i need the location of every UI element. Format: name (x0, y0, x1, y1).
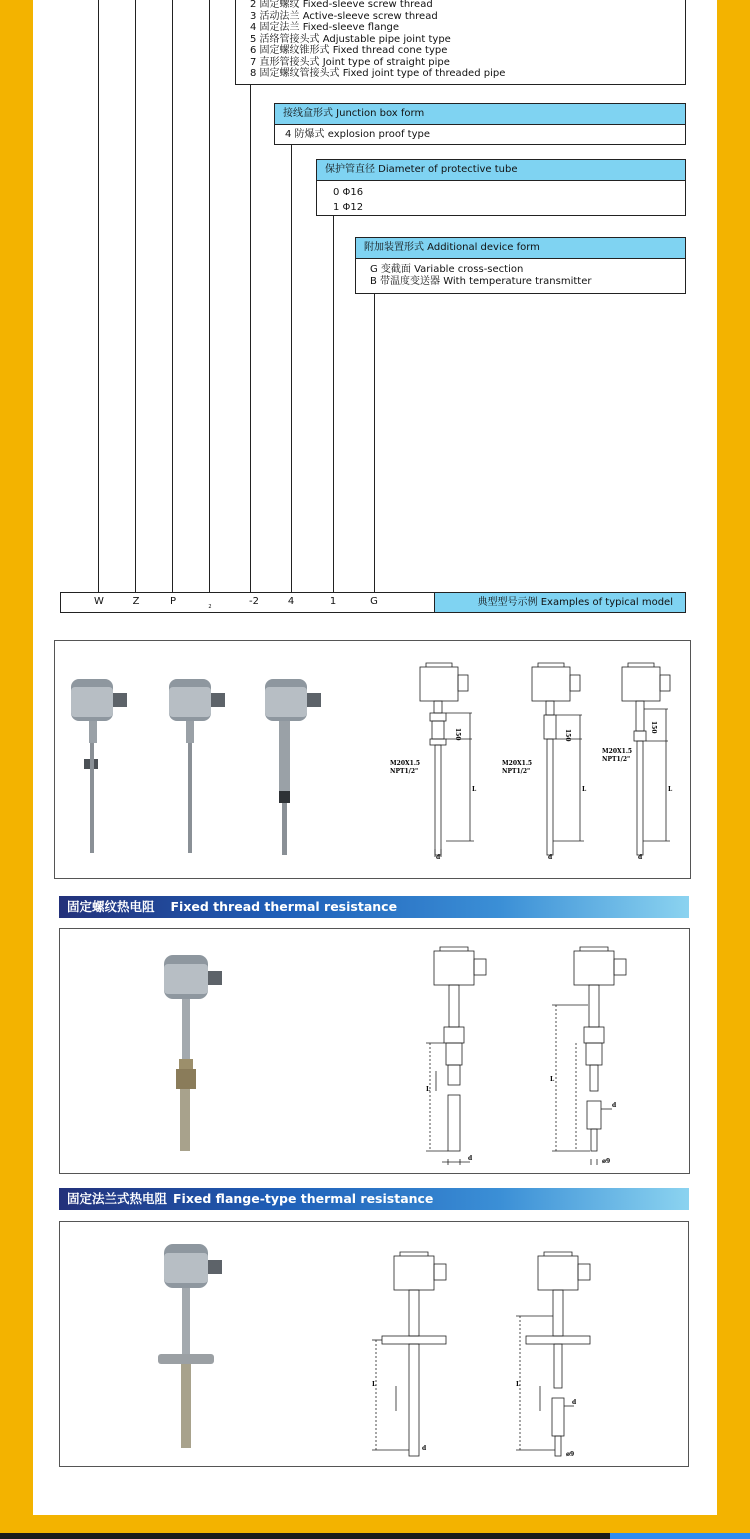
model-code: Z (132, 596, 140, 607)
fixing-item: 6 固定螺纹锥形式 Fixed thread cone type (250, 45, 448, 56)
fixing-item: 2 固定螺纹 Fixed-sleeve screw thread (250, 0, 433, 10)
sensor-photo-threaded (67, 675, 137, 860)
dim-L: L (472, 786, 477, 793)
dim-L: L (582, 786, 587, 793)
model-code: -2 (249, 596, 259, 607)
leader-line (291, 145, 292, 592)
leader-line (333, 216, 334, 592)
dim-L: L (426, 1086, 431, 1093)
drawing-straight-joint (502, 661, 592, 861)
leader-line (172, 0, 173, 592)
additional-item: B 带温度变送器 With temperature transmitter (370, 275, 592, 287)
junction-box-form (274, 103, 686, 145)
dim-d: d (422, 1445, 427, 1452)
sensor-photo-fixed-flange (156, 1240, 246, 1455)
dim-d: d (572, 1399, 577, 1406)
drawing-cone (600, 661, 690, 861)
sensor-photo-straight (167, 675, 237, 860)
leader-line (135, 0, 136, 592)
dim-150: 150 (564, 729, 571, 742)
tube-diameter-title: 保护管直径 Diameter of protective tube (317, 160, 685, 181)
tube-diameter-box (316, 159, 686, 216)
drawing-fixed-flange-b (516, 1236, 626, 1461)
dim-L: L (550, 1076, 555, 1083)
diameter-item: 1 Φ12 (333, 202, 364, 213)
section-title-cn: 固定螺纹热电阻 (67, 899, 155, 914)
fixing-item: 4 固定法兰 Fixed-sleeve flange (250, 22, 400, 33)
product-panel-fixed-flange (59, 1221, 689, 1467)
diameter-item: 0 Φ16 (333, 187, 364, 198)
sensor-photo-cone (263, 675, 333, 860)
dim-npt: NPT1/2" (502, 768, 531, 775)
dim-L: L (668, 786, 673, 793)
dim-d: d (468, 1155, 473, 1162)
additional-item: G 变截面 Variable cross-section (370, 264, 524, 275)
model-code: G (370, 596, 378, 607)
additional-device-box (355, 237, 686, 294)
product-panel-fixed-thread (59, 928, 690, 1174)
section-banner-fixed-flange (59, 1188, 689, 1210)
dim-d: d (548, 854, 553, 861)
drawing-fixed-thread-b (546, 941, 656, 1166)
bottom-bar-accent (610, 1533, 750, 1539)
dim-d9: ø9 (602, 1158, 611, 1165)
model-example-label-cell (434, 592, 686, 613)
dim-thread: M20X1.5 (502, 760, 533, 767)
dim-d: d (638, 854, 643, 861)
leader-line (98, 0, 99, 592)
fixing-item: 8 固定螺纹管接头式 Fixed joint type of threaded pipe (250, 68, 506, 79)
fixing-item: 7 直形管接头式 Joint type of straight pipe (250, 56, 450, 68)
leader-line (374, 294, 375, 592)
section-title-en: Fixed flange-type thermal resistance (173, 1191, 434, 1206)
model-example-label: 典型型号示例 Examples of typical model (477, 597, 673, 608)
sensor-photo-fixed-thread (160, 951, 240, 1161)
section-banner-fixed-thread (59, 896, 689, 918)
section-title-en: Fixed thread thermal resistance (170, 899, 398, 914)
junction-box-title: 接线盒形式 Junction box form (275, 104, 685, 125)
dim-150: 150 (650, 721, 657, 734)
model-code: 1 (329, 596, 337, 607)
model-code: 4 (287, 596, 295, 607)
dim-thread: M20X1.5 (390, 760, 421, 767)
leader-line (250, 85, 251, 592)
dim-npt: NPT1/2" (602, 756, 631, 763)
dim-d: d (436, 854, 441, 861)
leader-line (209, 0, 210, 592)
model-code: P (169, 596, 177, 607)
fixing-item: 5 活络管接头式 Adjustable pipe joint type (250, 33, 451, 45)
additional-device-title: 附加装置形式 Additional device form (356, 238, 685, 259)
fixing-type-box (235, 0, 686, 85)
dim-L: L (516, 1381, 521, 1388)
dim-d9: ø9 (566, 1451, 575, 1458)
drawing-fixed-thread-a (406, 941, 516, 1166)
dim-L: L (372, 1381, 377, 1388)
drawing-fixed-flange-a (372, 1236, 482, 1461)
junction-item: 4 防爆式 explosion proof type (285, 129, 430, 140)
dim-thread: M20X1.5 (602, 748, 633, 755)
section-title-cn: 固定法兰式热电阻 (67, 1191, 168, 1206)
fixing-item: 3 活动法兰 Active-sleeve screw thread (250, 10, 438, 22)
dim-npt: NPT1/2" (390, 768, 419, 775)
bottom-bar (0, 1533, 750, 1539)
model-code: W (94, 596, 104, 607)
model-code: 2 (208, 604, 212, 610)
product-panel-general (54, 640, 691, 879)
drawing-threaded (390, 661, 480, 861)
dim-d: d (612, 1102, 617, 1109)
dim-150: 150 (454, 728, 461, 741)
